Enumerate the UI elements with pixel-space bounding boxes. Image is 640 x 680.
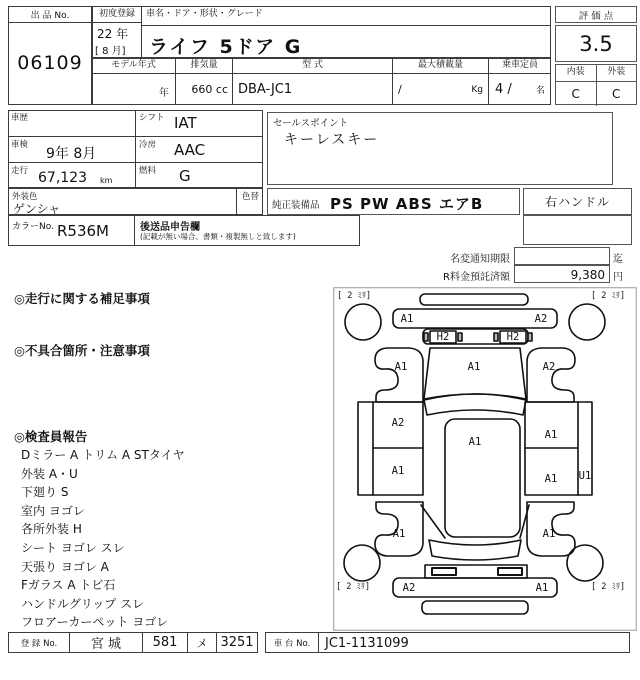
damage-mark-headlamp-left: H2 bbox=[436, 331, 450, 343]
model-year-value: 年 bbox=[159, 88, 169, 99]
model-year-label: モデル年式 bbox=[92, 58, 175, 74]
fuel-value: G bbox=[179, 167, 191, 185]
first-registration-month: [ 8 月] bbox=[95, 46, 126, 57]
damage-mark-front-bumper-left: A1 bbox=[400, 313, 414, 325]
damage-mark-rear-door-right: A1 bbox=[544, 473, 558, 485]
report-line: ハンドルグリップ スレ bbox=[21, 596, 145, 611]
report-line: 各所外装 H bbox=[21, 522, 82, 537]
mileage-cell bbox=[8, 162, 135, 188]
chassis-table bbox=[265, 632, 630, 653]
tread-front-right: [ 2 ﾐﾘ] bbox=[591, 291, 626, 301]
color-change-label: 色替 bbox=[241, 192, 259, 202]
capacity-value bbox=[488, 74, 551, 105]
sales-point-label: セールスポイント bbox=[273, 118, 349, 129]
tread-rear-right: [ 2 ﾐﾘ] bbox=[591, 582, 626, 592]
report-line: 天張り ヨゴレ A bbox=[21, 559, 109, 574]
report-line: 外装 A・U bbox=[21, 466, 78, 481]
color-cell bbox=[8, 188, 263, 215]
running-notes-heading: ◎走行に関する補足事項 bbox=[14, 291, 150, 306]
damage-mark-rear-door-left: A1 bbox=[391, 465, 405, 477]
model-code-label: 型 式 bbox=[232, 58, 392, 74]
registration-kana: メ bbox=[188, 633, 217, 652]
shift-value: IAT bbox=[174, 114, 197, 132]
late-items-note: (記載が無い場合、書類・複製無しと致します) bbox=[140, 232, 296, 241]
marker-square-icon bbox=[494, 333, 498, 341]
late-items-box bbox=[135, 215, 360, 246]
ac-label: 冷房 bbox=[139, 140, 157, 150]
history-cell bbox=[8, 110, 135, 136]
report-line: Fガラス A トビ石 bbox=[21, 578, 116, 593]
recycle-value: 9,380 bbox=[514, 265, 610, 283]
interior-label: 内装 bbox=[556, 65, 597, 81]
chassis-value: JC1-1131099 bbox=[325, 636, 409, 651]
mileage-label: 走行 bbox=[11, 166, 29, 176]
recycle-label: R料金預託済額 bbox=[443, 272, 510, 283]
equipment-value: PS PW ABS エアB bbox=[330, 195, 484, 213]
color-label: 外装色 bbox=[12, 192, 38, 202]
fuel-label: 燃料 bbox=[139, 166, 157, 176]
grade-box bbox=[555, 64, 637, 105]
displacement-value: 660 cc bbox=[175, 74, 232, 105]
displacement-label: 排気量 bbox=[175, 58, 232, 74]
shaken-cell bbox=[8, 136, 135, 162]
damage-mark-front-door-right: A1 bbox=[544, 429, 558, 441]
marker-square-icon bbox=[458, 333, 462, 341]
equipment-label: 純正装備品 bbox=[272, 200, 320, 211]
capacity-number: 4 / bbox=[495, 82, 512, 97]
name-change-field bbox=[514, 247, 610, 265]
equipment-row bbox=[267, 188, 520, 215]
report-line: 室内 ヨゴレ bbox=[21, 503, 85, 518]
interior-grade: C bbox=[556, 82, 597, 106]
color-no-cell bbox=[8, 215, 135, 246]
damage-mark-headlamp-right: H2 bbox=[506, 331, 520, 343]
chassis-label: 車 台 No. bbox=[266, 633, 319, 652]
max-load-slash: / bbox=[398, 83, 402, 96]
max-load-label: 最大積載量 bbox=[392, 58, 488, 74]
car-name-label: 車名・ドア・形状・グレード bbox=[141, 7, 550, 26]
handle-empty-box bbox=[523, 215, 632, 245]
damage-mark-quarter-left: A1 bbox=[392, 528, 406, 540]
damage-mark-rear-bumper-left: A2 bbox=[402, 582, 416, 594]
defects-heading: ◎不具合箇所・注意事項 bbox=[14, 343, 150, 358]
late-items-label: 後送品申告欄 bbox=[140, 222, 200, 233]
damage-mark-quarter-right: A1 bbox=[542, 528, 556, 540]
first-registration-box bbox=[92, 6, 142, 58]
mileage-value: 67,123 bbox=[38, 170, 87, 186]
tread-front-left: [ 2 ﾐﾘ] bbox=[337, 291, 372, 301]
registration-area: 宮 城 bbox=[70, 633, 143, 652]
car-name-value: ライフ 5ドア G bbox=[149, 36, 303, 58]
shift-label: シフト bbox=[139, 113, 165, 123]
report-line: 下廻り S bbox=[21, 485, 69, 500]
max-load-unit: Kg bbox=[471, 84, 483, 95]
tread-rear-left: [ 2 ﾐﾘ] bbox=[336, 582, 371, 592]
capacity-unit: 名 bbox=[535, 86, 545, 96]
first-registration-year: 22 年 bbox=[97, 27, 129, 41]
first-registration-label: 初度登録 bbox=[93, 7, 141, 23]
score-label: 評 価 点 bbox=[555, 6, 637, 23]
damage-mark-front-fender-left: A1 bbox=[394, 361, 408, 373]
shaken-value: 9年 8月 bbox=[46, 146, 97, 162]
marker-square-icon bbox=[424, 333, 428, 341]
damage-mark-front-fender-right: A2 bbox=[542, 361, 556, 373]
damage-mark-hood: A1 bbox=[467, 361, 481, 373]
ac-cell bbox=[135, 136, 263, 162]
color-value: ゲンシャ bbox=[13, 202, 61, 216]
registration-class: 581 bbox=[143, 633, 188, 652]
recycle-unit: 円 bbox=[613, 272, 623, 283]
shaken-label: 車検 bbox=[11, 140, 29, 150]
handle-box: 右ハンドル bbox=[523, 188, 632, 215]
model-code-value: DBA-JC1 bbox=[232, 74, 392, 105]
damage-mark-rear-bumper-right: A1 bbox=[535, 582, 549, 594]
color-no-label: カラーNo. bbox=[12, 222, 54, 232]
shift-cell bbox=[135, 110, 263, 136]
registration-label: 登 録 No. bbox=[9, 633, 70, 652]
car-damage-diagram bbox=[333, 287, 637, 631]
sales-point-box bbox=[267, 112, 613, 185]
sales-point-value: キーレスキー bbox=[284, 132, 380, 148]
lot-number-box bbox=[8, 6, 92, 105]
history-label: 車歴 bbox=[11, 113, 29, 123]
color-no-value: R536M bbox=[57, 222, 109, 240]
damage-mark-roof: A1 bbox=[468, 436, 482, 448]
name-change-label: 名変通知期限 bbox=[450, 254, 510, 265]
car-name-box bbox=[141, 6, 551, 58]
report-line: Dミラー A トリム A STタイヤ bbox=[21, 448, 185, 462]
marker-square-icon bbox=[528, 333, 532, 341]
score-value: 3.5 bbox=[555, 25, 637, 62]
registration-table bbox=[8, 632, 258, 653]
ac-value: AAC bbox=[174, 141, 206, 159]
capacity-label: 乗車定員 bbox=[488, 58, 551, 74]
max-load-value bbox=[392, 74, 488, 105]
damage-mark-front-bumper-right: A2 bbox=[534, 313, 548, 325]
lot-number-label: 出 品 No. bbox=[9, 7, 91, 23]
inspector-heading: ◎検査員報告 bbox=[14, 429, 88, 444]
name-change-suffix: 迄 bbox=[613, 254, 623, 265]
report-line: フロアーカーペット ヨゴレ bbox=[21, 615, 169, 630]
inspector-report-list bbox=[21, 446, 321, 632]
exterior-label: 外装 bbox=[607, 67, 626, 78]
exterior-grade: C bbox=[612, 87, 621, 101]
registration-number: 3251 bbox=[220, 635, 254, 650]
fuel-cell bbox=[135, 162, 263, 188]
mileage-unit: km bbox=[100, 176, 113, 185]
lot-number-value: 06109 bbox=[17, 52, 83, 74]
damage-mark-front-door-left: A2 bbox=[391, 417, 405, 429]
damage-mark-rocker-right: U1 bbox=[578, 470, 592, 482]
report-line: シート ヨゴレ スレ bbox=[21, 540, 125, 555]
